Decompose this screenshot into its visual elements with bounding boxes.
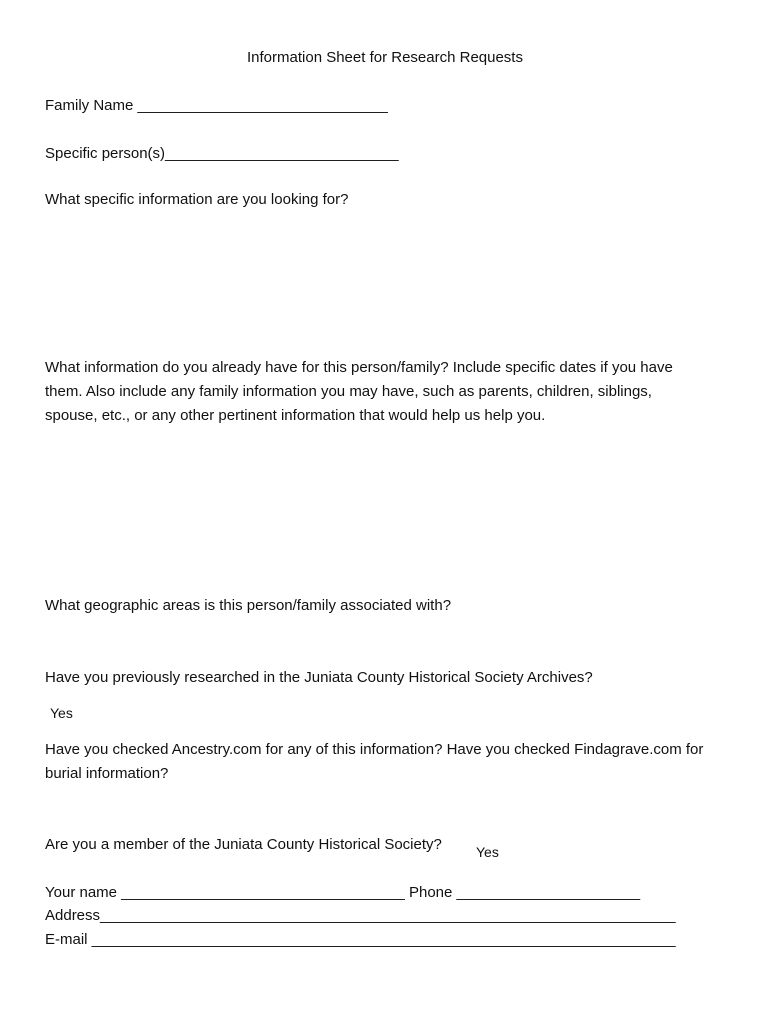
email-field[interactable]: E-mail ______________________________________________________________________ (45, 931, 676, 948)
question-specific-info: What specific information are you looking for? (45, 191, 349, 208)
question-member: Are you a member of the Juniata County Historical Society? (45, 836, 442, 853)
specific-persons-field[interactable]: Specific person(s)____________________________ (45, 145, 399, 162)
family-name-field[interactable]: Family Name ______________________________ (45, 97, 388, 114)
question-previous-research: Have you previously researched in the Juniata County Historical Society Archives? (45, 669, 593, 686)
address-field[interactable]: Address_____________________________________________________________________ (45, 907, 676, 924)
question-geographic: What geographic areas is this person/family associated with? (45, 597, 452, 614)
question-checked-sites: Have you checked Ancestry.com for any of this information? Have you checked Findagrave.com for burial information? (45, 741, 704, 782)
answer-member[interactable]: Yes (476, 844, 499, 860)
your-name-phone-field[interactable]: Your name __________________________________ Phone ______________________ (45, 884, 641, 901)
form-title: Information Sheet for Research Requests (247, 49, 523, 66)
answer-previous-research[interactable]: Yes (50, 705, 73, 721)
question-already-have: What information do you already have for this person/family? Include specific dates if you have them. Also include any family information you may have, such as parents, children, siblings, spouse, etc., or any other pertinent information that would help us help you. (45, 359, 673, 424)
